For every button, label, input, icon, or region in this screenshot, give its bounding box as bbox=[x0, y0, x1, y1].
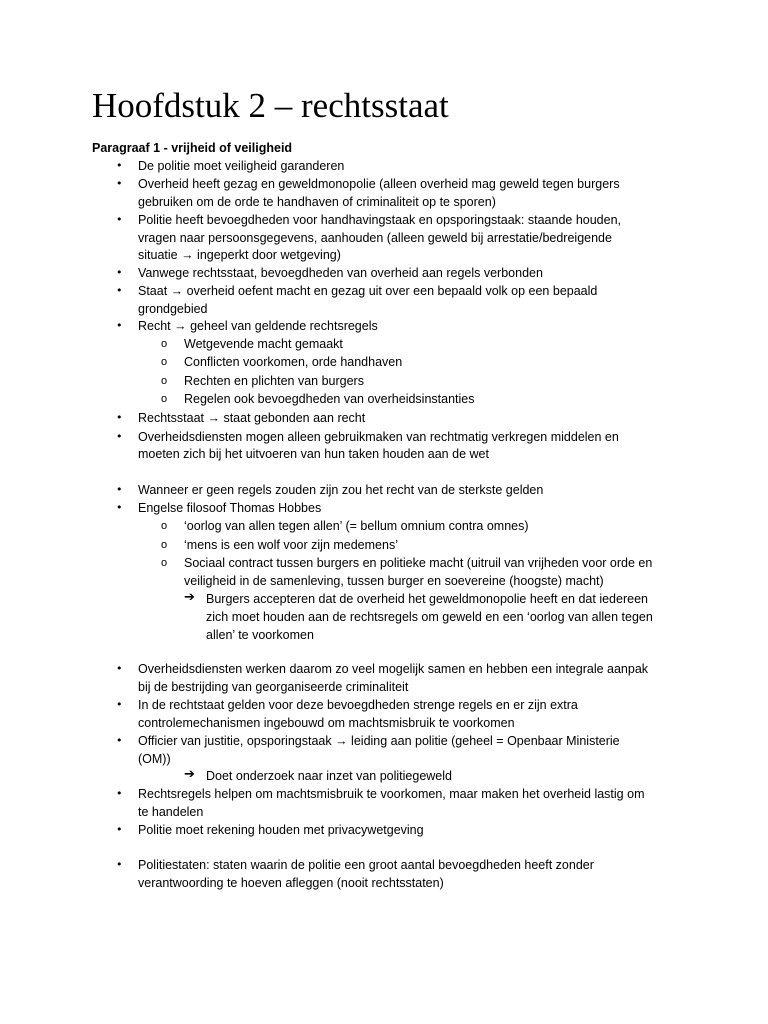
bullet-icon: • bbox=[116, 266, 123, 279]
bullet-icon: • bbox=[116, 501, 123, 514]
bullet-icon: • bbox=[116, 159, 123, 172]
list-item-continuation: bij de bestrijding van georganiseerde criminaliteit bbox=[138, 680, 409, 694]
arrow-right-icon: ➔ bbox=[184, 590, 195, 605]
sub-bullet-icon: o bbox=[161, 393, 168, 405]
list-item-continuation: (OM)) bbox=[138, 752, 171, 766]
list-item: Vanwege rechtsstaat, bevoegdheden van overheid aan regels verbonden bbox=[138, 266, 543, 280]
page-title: Hoofdstuk 2 – rechtsstaat bbox=[92, 86, 449, 125]
sub-list-item: Conflicten voorkomen, orde handhaven bbox=[184, 355, 403, 369]
bullet-icon: • bbox=[116, 734, 123, 747]
bullet-icon: • bbox=[116, 177, 123, 190]
sub-bullet-icon: o bbox=[161, 557, 168, 569]
arrow-list-item: Burgers accepteren dat de overheid het geweldmonopolie heeft en dat iedereen bbox=[206, 592, 648, 606]
sub-list-item: ‘mens is een wolf voor zijn medemens’ bbox=[184, 538, 398, 552]
arrow-list-item-continuation: zich moet houden aan de rechtsregels om geweld en een ‘oorlog van allen tegen bbox=[206, 610, 653, 624]
bullet-icon: • bbox=[116, 411, 123, 424]
sub-list-item: Wetgevende macht gemaakt bbox=[184, 337, 343, 351]
list-item-continuation: verantwoording te hoeven afleggen (nooit rechtsstaten) bbox=[138, 876, 444, 890]
list-item: Overheidsdiensten werken daarom zo veel mogelijk samen en hebben een integrale aanpak bbox=[138, 662, 649, 676]
list-item: Recht → geheel van geldende rechtsregels bbox=[138, 319, 378, 333]
list-item: Officier van justitie, opsporingstaak → leiding aan politie (geheel = Openbaar Ministerie bbox=[138, 734, 620, 748]
bullet-icon: • bbox=[116, 823, 123, 836]
arrow-list-item: Doet onderzoek naar inzet van politiegeweld bbox=[206, 769, 452, 783]
section-heading: Paragraaf 1 - vrijheid of veiligheid bbox=[92, 141, 293, 155]
list-item: Overheidsdiensten mogen alleen gebruikmaken van rechtmatig verkregen middelen en bbox=[138, 430, 619, 444]
bullet-icon: • bbox=[116, 858, 123, 871]
sub-list-item: Regelen ook bevoegdheden van overheidsinstanties bbox=[184, 392, 475, 406]
list-item: Politie heeft bevoegdheden voor handhavingstaak en opsporingstaak: staande houden, bbox=[138, 213, 622, 227]
list-item: Engelse filosoof Thomas Hobbes bbox=[138, 501, 322, 515]
list-item: Politie moet rekening houden met privacywetgeving bbox=[138, 823, 424, 837]
bullet-icon: • bbox=[116, 319, 123, 332]
list-item: Wanneer er geen regels zouden zijn zou het recht van de sterkste gelden bbox=[138, 483, 544, 497]
bullet-icon: • bbox=[116, 284, 123, 297]
sub-bullet-icon: o bbox=[161, 375, 168, 387]
list-item-continuation: grondgebied bbox=[138, 302, 208, 316]
bullet-icon: • bbox=[116, 787, 123, 800]
list-item: Overheid heeft gezag en geweldmonopolie (alleen overheid mag geweld tegen burgers bbox=[138, 177, 620, 191]
list-item-continuation: situatie → ingeperkt door wetgeving) bbox=[138, 248, 341, 262]
sub-list-item-continuation: veiligheid in de samenleving, tussen burger en soevereine (hoogste) macht) bbox=[184, 574, 604, 588]
list-item: Rechtsstaat → staat gebonden aan recht bbox=[138, 411, 366, 425]
sub-list-item: ‘oorlog van allen tegen allen’ (= bellum omnium contra omnes) bbox=[184, 519, 529, 533]
list-item-continuation: controlemechanismen ingebouwd om machtsmisbruik te voorkomen bbox=[138, 716, 515, 730]
list-item-continuation: te handelen bbox=[138, 805, 204, 819]
arrow-list-item-continuation: allen’ te voorkomen bbox=[206, 628, 314, 642]
sub-list-item: Rechten en plichten van burgers bbox=[184, 374, 364, 388]
sub-bullet-icon: o bbox=[161, 520, 168, 532]
arrow-right-icon: ➔ bbox=[184, 767, 195, 782]
list-item-continuation: gebruiken om de orde te handhaven of criminaliteit op te sporen) bbox=[138, 195, 496, 209]
bullet-icon: • bbox=[116, 483, 123, 496]
list-item: Politiestaten: staten waarin de politie een groot aantal bevoegdheden heeft zonder bbox=[138, 858, 594, 872]
bullet-icon: • bbox=[116, 213, 123, 226]
list-item-continuation: vragen naar persoonsgegevens, aanhouden (alleen geweld bij arrestatie/bedreigende bbox=[138, 231, 612, 245]
bullet-icon: • bbox=[116, 430, 123, 443]
list-item: In de rechtstaat gelden voor deze bevoegdheden strenge regels en er zijn extra bbox=[138, 698, 578, 712]
sub-list-item: Sociaal contract tussen burgers en politieke macht (uitruil van vrijheden voor orde en bbox=[184, 556, 653, 570]
bullet-icon: • bbox=[116, 698, 123, 711]
sub-bullet-icon: o bbox=[161, 356, 168, 368]
list-item: Staat → overheid oefent macht en gezag uit over een bepaald volk op een bepaald bbox=[138, 284, 598, 298]
list-item-continuation: moeten zich bij het uitvoeren van hun taken houden aan de wet bbox=[138, 447, 489, 461]
list-item: Rechtsregels helpen om machtsmisbruik te voorkomen, maar maken het overheid lastig om bbox=[138, 787, 645, 801]
sub-bullet-icon: o bbox=[161, 338, 168, 350]
list-item: De politie moet veiligheid garanderen bbox=[138, 159, 345, 173]
sub-bullet-icon: o bbox=[161, 539, 168, 551]
bullet-icon: • bbox=[116, 662, 123, 675]
